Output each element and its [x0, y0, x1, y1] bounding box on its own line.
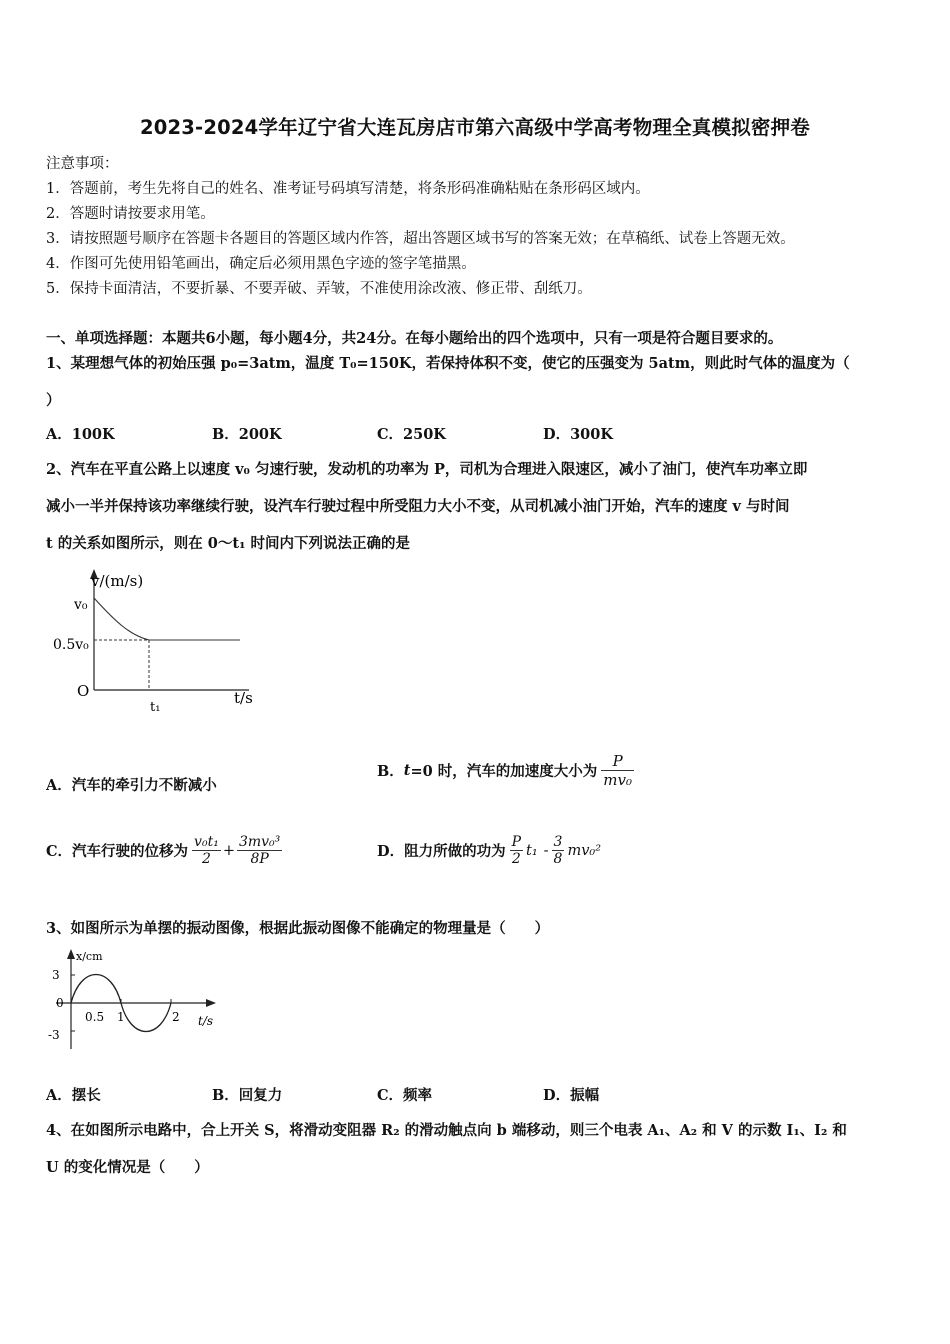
q2-option-d-fraction-2	[552, 834, 565, 867]
q2-option-b-den: mv₀	[603, 771, 632, 789]
q3-graph-y-label: x/cm	[76, 950, 103, 963]
q2-graph-t1-label: t₁	[150, 700, 161, 715]
q2-option-c-plus: +	[222, 842, 235, 859]
q2-option-d-f1-num: P	[511, 834, 521, 850]
q2-option-c-f1-den: 2	[201, 851, 211, 867]
notice-item-2: 2．答题时请按要求用笔。	[46, 206, 215, 222]
q2-option-b-num: P	[601, 752, 634, 771]
q2-option-b[interactable]	[377, 752, 634, 789]
q2-option-d-t1: t₁	[526, 842, 538, 859]
q2-graph-y-label: v/(m/s)	[91, 572, 144, 590]
q3-graph-tick-label-0: 0	[56, 996, 64, 1010]
q2-option-d-f2-num: 3	[553, 834, 563, 850]
notice-item-1: 1．答题前，考生先将自己的姓名、准考证号码填写清楚，将条形码准确粘贴在条形码区域内。	[46, 181, 650, 197]
q2-option-c-text: C．汽车行驶的位移为	[46, 843, 189, 860]
q2-option-c-fraction-1	[192, 834, 221, 867]
q1-option-c[interactable]: C．250K	[377, 426, 446, 443]
q3-oscillation-graph	[44, 945, 229, 1055]
q2-text-line3: t 的关系如图所示，则在 0～t₁ 时间内下列说法正确的是	[46, 535, 410, 552]
q2-option-d-f1-den: 2	[511, 851, 521, 867]
q2-option-d-minus: -	[543, 842, 549, 859]
q2-option-d-tail: mv₀²	[567, 842, 602, 859]
notice-item-5: 5．保持卡面清洁，不要折暴、不要弄破、弄皱，不准使用涂改液、修正带、刮纸刀。	[46, 281, 592, 297]
q2-option-c-f2-num: 3mv₀³	[238, 834, 281, 850]
notice-item-3: 3．请按照题号顺序在答题卡各题目的答题区域内作答，超出答题区域书写的答案无效；在草稿纸、试卷上答题无效。	[46, 231, 795, 247]
page-title: 2023-2024学年辽宁省大连瓦房店市第六高级中学高考物理全真模拟密押卷	[139, 116, 811, 139]
q2-option-c-f1-num: v₀t₁	[194, 834, 219, 850]
q1-option-d[interactable]: D．300K	[543, 426, 613, 443]
q2-option-c-fraction-2	[237, 834, 282, 867]
q2-graph-v0-label: v₀	[74, 597, 88, 613]
q3-text-line1: 3、如图所示为单摆的振动图像，根据此振动图像不能确定的物理量是（ ）	[46, 920, 550, 937]
q3-graph-tick-label-3: 3	[52, 968, 60, 982]
q2-option-b-fraction	[601, 752, 634, 789]
q3-option-b[interactable]: B．回复力	[212, 1087, 283, 1104]
q2-option-c[interactable]	[46, 834, 282, 867]
q4-text-line2: U 的变化情况是（ ）	[46, 1159, 209, 1176]
q2-option-d-fraction-1	[510, 834, 523, 867]
q2-graph-half-label: 0.5v₀	[53, 637, 89, 653]
q2-option-d-f2-den: 8	[553, 851, 563, 867]
notice-item-4: 4．作图可先使用铅笔画出，确定后必须用黑色字迹的签字笔描黑。	[46, 256, 476, 272]
q3-graph-y-arrow	[67, 949, 75, 959]
q2-velocity-graph	[44, 565, 274, 725]
notice-heading: 注意事项：	[46, 156, 119, 172]
q2-graph-curve	[94, 598, 240, 640]
q2-option-d-text: D．阻力所做的功为	[377, 843, 506, 860]
q2-option-b-prefix: B．	[377, 763, 404, 780]
q3-option-a[interactable]: A．摆长	[46, 1087, 101, 1104]
q3-graph-x-label: t/s	[198, 1014, 214, 1028]
q2-text-line1: 2、汽车在平直公路上以速度 v₀ 匀速行驶，发动机的功率为 P，司机为合理进入限速区，减小了油门，使汽车功率立即	[46, 461, 808, 478]
q3-option-d[interactable]: D．振幅	[543, 1087, 600, 1104]
section-heading: 一、单项选择题：本题共6小题，每小题4分，共24分。在每小题给出的四个选项中，只有一项是符合题目要求的。	[46, 330, 783, 347]
q3-option-c[interactable]: C．频率	[377, 1087, 433, 1104]
q3-graph-x-arrow	[206, 999, 216, 1007]
q2-graph-origin: O	[77, 682, 90, 700]
q2-option-c-f2-den: 8P	[250, 851, 269, 867]
q4-text-line1: 4、在如图所示电路中，合上开关 S，将滑动变阻器 R₂ 的滑动触点向 b 端移动，则三个电表 A₁、A₂ 和 V 的示数 I₁、I₂ 和	[46, 1122, 847, 1139]
q1-option-b[interactable]: B．200K	[212, 426, 282, 443]
q1-option-a[interactable]: A．100K	[46, 426, 115, 443]
q2-graph-x-label: t/s	[234, 689, 253, 707]
q2-option-b-text: =0 时，汽车的加速度大小为	[410, 763, 598, 780]
q3-graph-tick-label-2: 2	[172, 1010, 180, 1024]
q3-graph-tick-label-1: 1	[117, 1010, 125, 1024]
q2-option-b-t: t	[403, 762, 411, 779]
q3-graph-tick-label-05: 0.5	[85, 1010, 105, 1024]
q2-option-d[interactable]	[377, 834, 601, 867]
q1-text-line1: 1、某理想气体的初始压强 p₀=3atm，温度 T₀=150K，若保持体积不变，使它的压强变为 5atm，则此时气体的温度为（	[46, 355, 850, 372]
q1-text-line2: ）	[46, 392, 61, 409]
q2-text-line2: 减小一半并保持该功率继续行驶，设汽车行驶过程中所受阻力大小不变，从司机减小油门开始，汽车的速度 v 与时间	[46, 498, 790, 515]
q2-option-a[interactable]: A．汽车的牵引力不断减小	[46, 777, 217, 794]
q3-graph-tick-label-neg3: -3	[48, 1028, 60, 1042]
